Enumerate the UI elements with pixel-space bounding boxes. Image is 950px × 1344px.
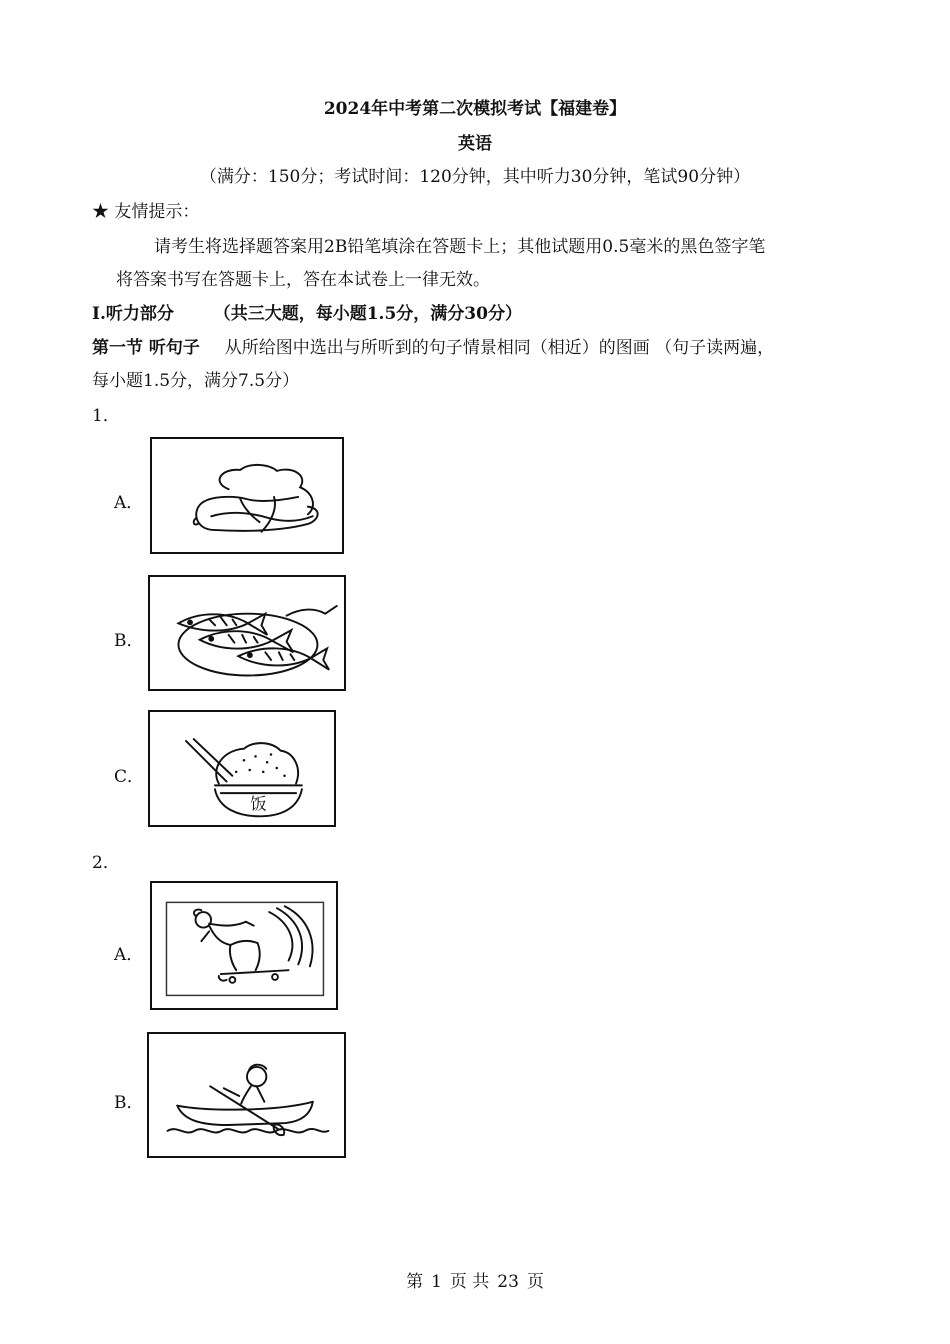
tips-line-2: 将答案书写在答题卡上，答在本试卷上一律无效。	[116, 270, 490, 290]
part1-heading-right: （共三大题，每小题1.5分，满分30分）	[213, 304, 522, 324]
rice-bowl-caption: 饭	[250, 794, 267, 814]
part1-heading	[92, 299, 522, 324]
question-1-number: 1．	[92, 406, 120, 426]
q1-option-a-image	[150, 437, 344, 554]
section1-title: 第一节 听句子	[92, 338, 200, 358]
tips-line-1: 请考生将选择题答案用2B铅笔填涂在答题卡上；其他试题用0.5毫米的黑色签字笔	[154, 237, 766, 257]
section1-instruction-2: 每小题1.5分，满分7.5分）	[92, 371, 300, 391]
q1-option-a-label: A．	[114, 493, 144, 513]
subject-title: 英语	[458, 134, 492, 154]
exam-title: 2024年中考第二次模拟考试【福建卷】	[323, 99, 627, 119]
page-footer	[0, 1267, 950, 1292]
footer-suffix: 页	[526, 1272, 544, 1292]
q1-option-b-image	[148, 575, 346, 691]
rice-bowl-icon	[150, 712, 334, 825]
tips-label: ★ 友情提示：	[92, 202, 200, 222]
q1-option-c-label: C．	[114, 767, 145, 787]
rowing-boat-icon	[149, 1034, 344, 1156]
footer-middle: 页 共	[449, 1272, 490, 1292]
exam-info: （满分：150分；考试时间：120分钟，其中听力30分钟，笔试90分钟）	[199, 167, 751, 187]
q2-option-a-label: A．	[114, 945, 144, 965]
part1-heading-left: I.听力部分	[92, 304, 174, 324]
question-2-number: 2．	[92, 853, 120, 873]
section1-line1	[92, 333, 774, 358]
q1-option-c-image	[148, 710, 336, 827]
footer-total-pages: 23	[497, 1272, 519, 1292]
q2-option-b-image	[147, 1032, 346, 1158]
fish-plate-icon	[150, 577, 344, 689]
skateboarder-icon	[152, 883, 336, 1008]
q2-option-a-image	[150, 881, 338, 1010]
footer-prefix: 第	[406, 1272, 424, 1292]
section1-instruction-1: 从所给图中选出与所听到的句子情景相同（相近）的图画 （句子读两遍，	[224, 338, 775, 358]
footer-page-number: 1	[431, 1272, 442, 1292]
q2-option-b-label: B．	[114, 1093, 144, 1113]
q1-option-b-label: B．	[114, 631, 144, 651]
pillow-icon	[152, 439, 342, 552]
